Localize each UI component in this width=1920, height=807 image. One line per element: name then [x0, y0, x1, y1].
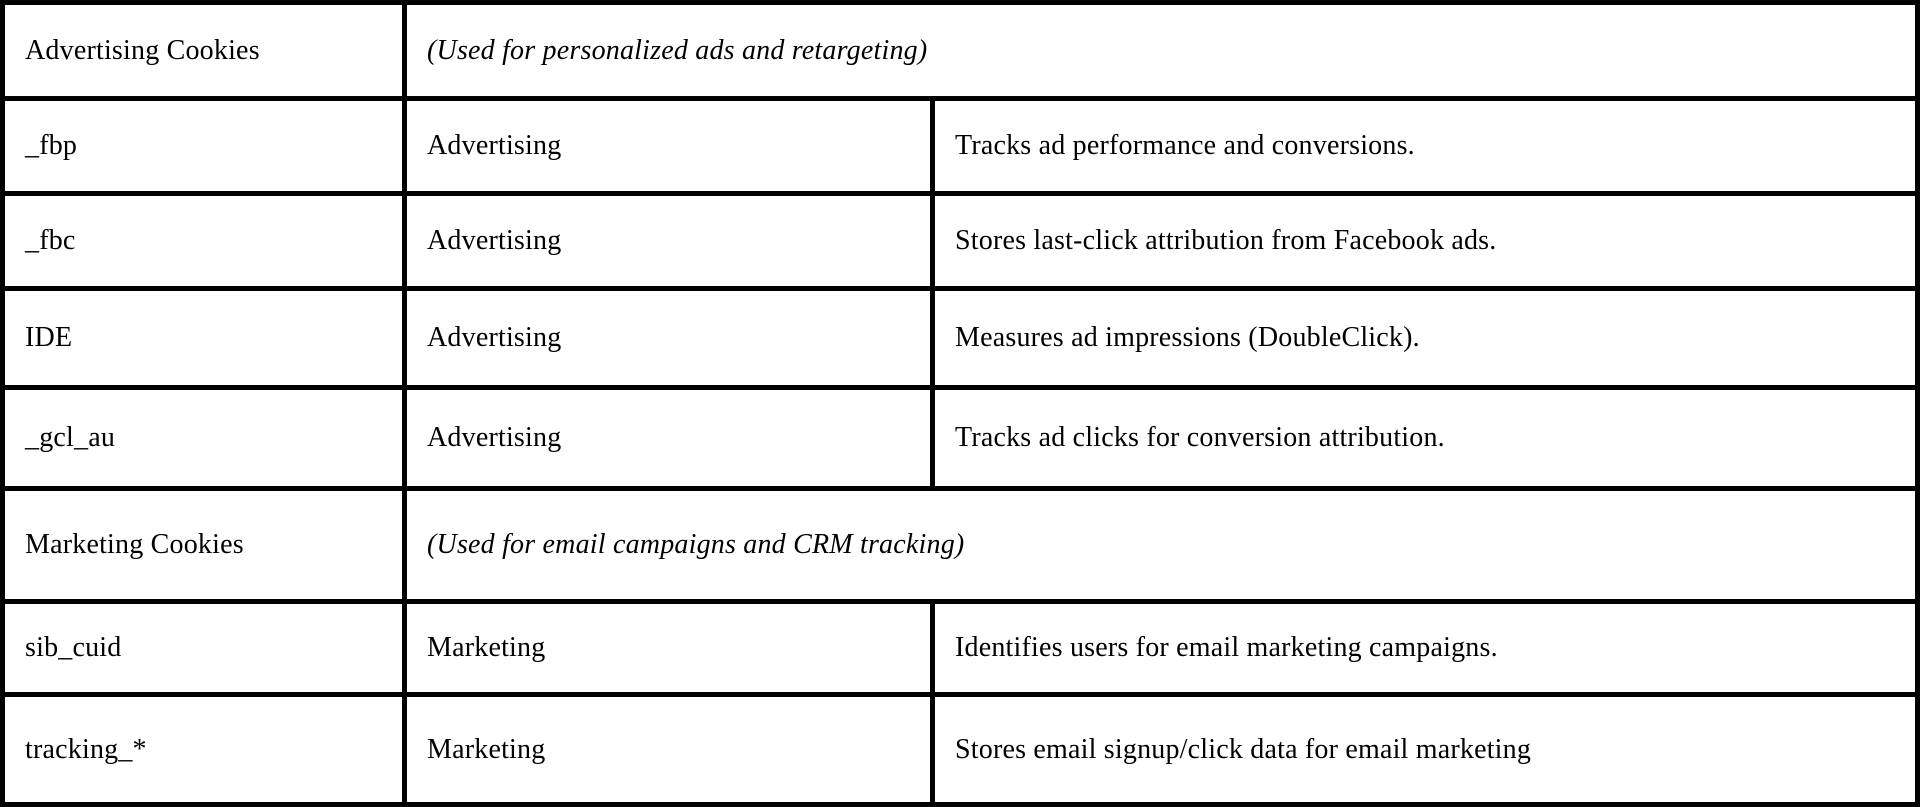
cookie-description-cell: Tracks ad clicks for conversion attribution. — [933, 388, 1918, 489]
cookie-name-cell: tracking_* — [3, 695, 405, 805]
cookie-name-cell: _gcl_au — [3, 388, 405, 489]
section-title-cell: Marketing Cookies — [3, 489, 405, 602]
section-header-row-advertising — [3, 3, 1918, 99]
section-note-cell: (Used for email campaigns and CRM tracking) — [405, 489, 1918, 602]
section-note-cell: (Used for personalized ads and retargeting) — [405, 3, 1918, 99]
cookie-description-cell: Stores email signup/click data for email marketing — [933, 695, 1918, 805]
cookie-name-cell: _fbp — [3, 99, 405, 194]
table-row-tracking — [3, 695, 1918, 805]
cookie-category-cell: Marketing — [405, 695, 933, 805]
cookie-category-cell: Advertising — [405, 388, 933, 489]
cookie-name-cell: _fbc — [3, 194, 405, 289]
table-row-fbp — [3, 99, 1918, 194]
cookie-description-cell: Stores last-click attribution from Facebook ads. — [933, 194, 1918, 289]
cookie-description-cell: Tracks ad performance and conversions. — [933, 99, 1918, 194]
table-row-sib-cuid — [3, 602, 1918, 695]
section-title-cell: Advertising Cookies — [3, 3, 405, 99]
cookie-name-cell: IDE — [3, 289, 405, 388]
table-row-gcl-au — [3, 388, 1918, 489]
cookie-category-cell: Marketing — [405, 602, 933, 695]
cookie-category-cell: Advertising — [405, 194, 933, 289]
table-row-ide — [3, 289, 1918, 388]
section-header-row-marketing — [3, 489, 1918, 602]
cookie-category-cell: Advertising — [405, 289, 933, 388]
cookie-name-cell: sib_cuid — [3, 602, 405, 695]
cookie-description-cell: Identifies users for email marketing campaigns. — [933, 602, 1918, 695]
table-row-fbc — [3, 194, 1918, 289]
cookie-description-cell: Measures ad impressions (DoubleClick). — [933, 289, 1918, 388]
cookie-category-cell: Advertising — [405, 99, 933, 194]
